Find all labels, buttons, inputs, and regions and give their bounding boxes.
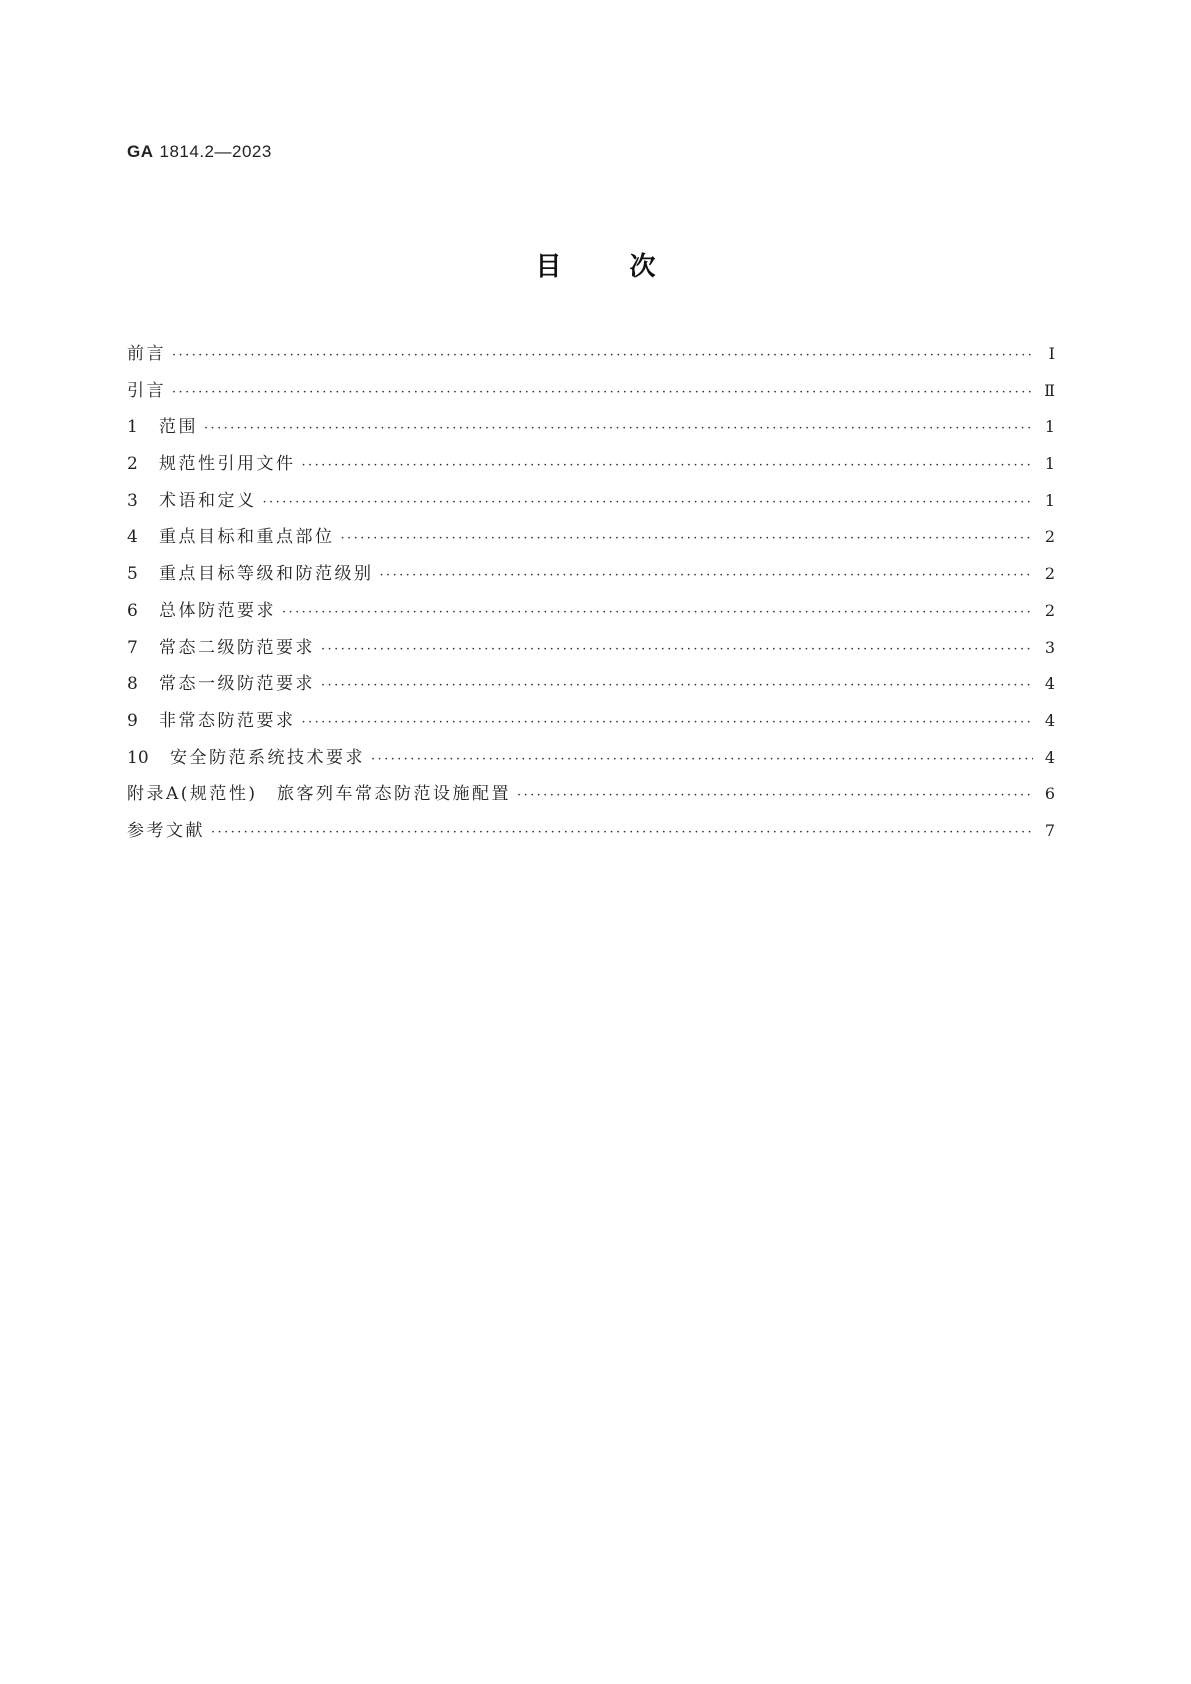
toc-entry-label: 规范性引用文件 xyxy=(159,454,296,475)
toc-entry-bibliography[interactable] xyxy=(127,821,1055,858)
toc-leader-dots xyxy=(302,456,1034,476)
toc-entry-page: 7 xyxy=(1044,820,1055,840)
toc-entry-label: 引言 xyxy=(127,380,166,401)
toc-entry-page: Ⅱ xyxy=(1044,380,1055,400)
toc-entry-1[interactable] xyxy=(127,417,1055,454)
toc-entry-4[interactable] xyxy=(127,527,1055,564)
toc-entry-number: 6 xyxy=(127,600,138,621)
toc-entry-page: 4 xyxy=(1044,710,1055,730)
toc-entry-label: 常态一级防范要求 xyxy=(159,674,315,695)
toc-entry-10[interactable] xyxy=(127,748,1055,785)
toc-entry-label: 参考文献 xyxy=(127,820,205,841)
toc-entry-page: Ⅰ xyxy=(1048,344,1055,363)
toc-entry-label: 安全防范系统技术要求 xyxy=(170,747,365,768)
toc-leader-dots xyxy=(172,346,1033,366)
toc-entry-9[interactable] xyxy=(127,711,1055,748)
toc-entry-page: 2 xyxy=(1044,527,1055,547)
toc-entry-number: 5 xyxy=(127,564,138,585)
toc-entry-page: 1 xyxy=(1044,417,1055,437)
toc-entry-number: 10 xyxy=(127,747,149,768)
toc-entry-number: 1 xyxy=(127,417,138,438)
toc-entry-page: 3 xyxy=(1044,637,1055,657)
toc-leader-dots xyxy=(204,419,1033,439)
toc-leader-dots xyxy=(302,713,1034,733)
toc-entry-6[interactable] xyxy=(127,601,1055,638)
toc-entry-7[interactable] xyxy=(127,638,1055,675)
toc-entry-page: 4 xyxy=(1044,747,1055,767)
toc-leader-dots xyxy=(321,676,1033,696)
toc-entry-number: 2 xyxy=(127,454,138,475)
toc-leader-dots xyxy=(263,493,1034,513)
toc-entry-label: 重点目标和重点部位 xyxy=(159,527,335,548)
toc-leader-dots xyxy=(321,640,1033,660)
toc-leader-dots xyxy=(211,823,1033,843)
toc-entry-label: 前言 xyxy=(127,344,166,364)
toc-entry-3[interactable] xyxy=(127,491,1055,528)
toc-entry-2[interactable] xyxy=(127,454,1055,491)
toc-entry-page: 6 xyxy=(1044,784,1055,804)
standard-number: 1814.2—2023 xyxy=(159,142,272,161)
toc-leader-dots xyxy=(380,566,1034,586)
toc-leader-dots xyxy=(282,603,1033,623)
toc-entry-label: 术语和定义 xyxy=(159,490,257,511)
toc-entry-8[interactable] xyxy=(127,674,1055,711)
toc-entry-number: 8 xyxy=(127,674,138,695)
toc-entry-foreword[interactable] xyxy=(127,344,1055,381)
toc-entry-number: 7 xyxy=(127,637,138,658)
toc-entry-page: 4 xyxy=(1044,674,1055,694)
toc-entry-page: 2 xyxy=(1044,564,1055,584)
toc-list xyxy=(127,344,1055,858)
standard-code xyxy=(127,142,272,162)
toc-entry-number: 9 xyxy=(127,710,138,731)
toc-entry-label: 非常态防范要求 xyxy=(159,710,296,731)
toc-entry-label: 范围 xyxy=(159,417,198,438)
toc-entry-page: 1 xyxy=(1044,454,1055,474)
toc-leader-dots xyxy=(517,786,1033,806)
toc-entry-introduction[interactable] xyxy=(127,381,1055,418)
toc-entry-label: 附录A(规范性) 旅客列车常态防范设施配置 xyxy=(127,784,512,805)
toc-leader-dots xyxy=(371,750,1033,770)
toc-entry-number: 3 xyxy=(127,490,138,511)
toc-entry-label: 常态二级防范要求 xyxy=(159,637,315,658)
toc-title: 目次 xyxy=(535,252,724,282)
toc-entry-label: 重点目标等级和防范级别 xyxy=(159,564,374,585)
toc-leader-dots xyxy=(172,383,1033,403)
standard-prefix: GA xyxy=(127,142,154,161)
toc-leader-dots xyxy=(341,529,1034,549)
toc-entry-5[interactable] xyxy=(127,564,1055,601)
toc-entry-number: 4 xyxy=(127,527,138,548)
toc-entry-appendix-a[interactable] xyxy=(127,784,1055,821)
toc-entry-page: 2 xyxy=(1044,600,1055,620)
toc-entry-page: 1 xyxy=(1044,490,1055,510)
toc-entry-label: 总体防范要求 xyxy=(159,600,276,621)
